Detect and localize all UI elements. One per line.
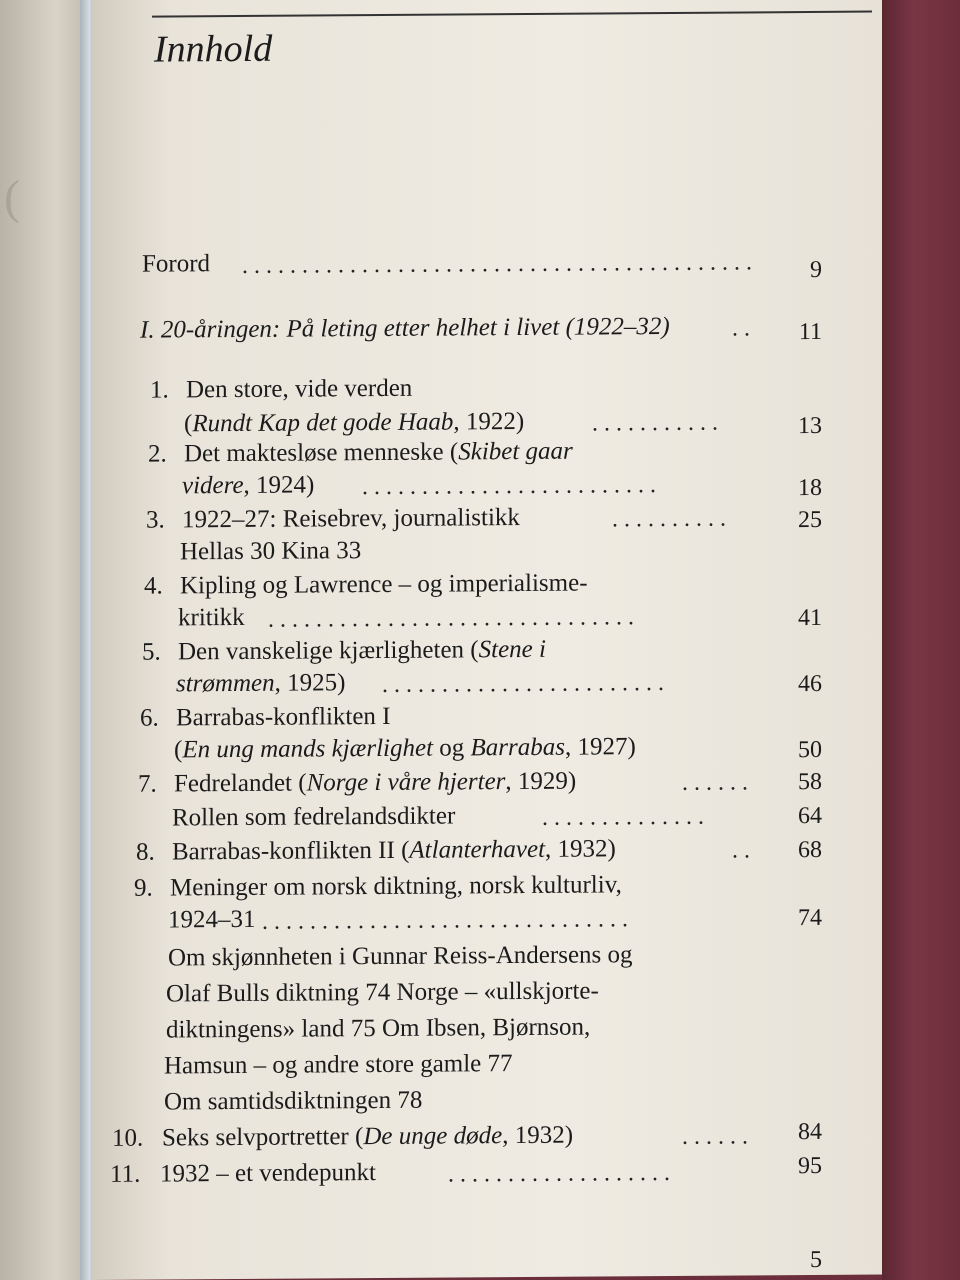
subsection-line: Hamsun – og andre store gamle 77 — [164, 1050, 513, 1080]
chapter-title: Barrabas-konflikten II (Atlanterhavet, 1932) — [172, 835, 616, 866]
leader-dots: ........... — [592, 409, 724, 437]
chapter-title: Meninger om norsk diktning, norsk kulturliv, — [170, 871, 622, 902]
chapter-number: 3. — [146, 506, 165, 534]
chapter-number: 11. — [110, 1160, 141, 1188]
chapter-number: 8. — [136, 838, 155, 866]
leader-dots: ........................................... — [242, 249, 758, 279]
subsection-line: Om skjønnheten i Gunnar Reiss-Andersens og — [168, 941, 633, 972]
leader-dots: .. — [732, 315, 756, 342]
book-page — [92, 0, 882, 1280]
chapter-subtitle: strømmen, 1925) — [176, 669, 346, 698]
leader-dots: ...... — [682, 769, 754, 796]
chapter-subtitle: kritikk — [178, 603, 245, 632]
page-number: 84 — [798, 1118, 822, 1146]
chapter-title: Barrabas-konflikten I — [176, 702, 391, 732]
page-number: 64 — [798, 802, 822, 830]
table-surface — [882, 0, 960, 1280]
page-number: 74 — [798, 904, 822, 932]
leader-dots: .............. — [542, 803, 710, 831]
chapter-subtitle: Hellas 30 Kina 33 — [180, 537, 362, 566]
leader-dots: ........................ — [382, 669, 670, 698]
chapter-number: 5. — [142, 638, 161, 666]
page-number: 58 — [798, 768, 822, 796]
chapter-number: 4. — [144, 572, 163, 600]
leader-dots: .. — [732, 837, 756, 864]
chapter-title: 1932 – et vendepunkt — [160, 1159, 376, 1188]
page-number: 95 — [798, 1152, 822, 1180]
folio-page-number: 5 — [810, 1246, 822, 1273]
table-of-contents — [92, 0, 882, 1280]
chapter-subtitle: (Rundt Kap det gode Haab, 1922) — [184, 407, 525, 438]
leader-dots: ...... — [682, 1123, 754, 1150]
toc-entry-forord: Forord — [142, 250, 211, 278]
chapter-subtitle: (En ung mands kjærlighet og Barrabas, 1927) — [174, 733, 636, 764]
leader-dots: .......... — [612, 505, 732, 533]
leader-dots: ............................... — [268, 604, 640, 633]
chapter-subsection: Rollen som fedrelandsdikter — [172, 802, 456, 832]
chapter-title: Kipling og Lawrence – og imperialisme- — [180, 569, 588, 600]
chapter-title: 1922–27: Reisebrev, journalistikk — [182, 504, 520, 534]
chapter-title: Det maktesløse menneske (Skibet gaar — [184, 437, 573, 468]
chapter-number: 9. — [134, 874, 153, 902]
chapter-number: 2. — [148, 440, 167, 468]
page-number: 50 — [798, 736, 822, 764]
leader-dots: ......................... — [362, 472, 662, 501]
chapter-number: 6. — [140, 704, 159, 732]
chapter-title: Seks selvportretter (De unge døde, 1932) — [162, 1121, 574, 1152]
chapter-title: Fedrelandet (Norge i våre hjerter, 1929) — [174, 767, 577, 798]
chapter-title: Den store, vide verden — [186, 374, 413, 404]
page-number: 68 — [798, 836, 822, 864]
page-number: 25 — [798, 506, 822, 534]
leader-dots: ............................... — [262, 906, 634, 935]
page-number: 9 — [810, 256, 822, 283]
page-number: 11 — [798, 318, 822, 346]
chapter-number: 7. — [138, 770, 157, 798]
toc-part-heading: I. 20-åringen: På leting etter helhet i livet (1922–32) — [140, 312, 670, 344]
leader-dots: ................... — [448, 1159, 676, 1188]
chapter-subtitle: 1924–31 — [168, 905, 256, 934]
page-number: 13 — [798, 412, 822, 440]
page-title: Innhold — [154, 27, 273, 71]
left-page — [0, 0, 80, 1280]
subsection-line: diktningens» land 75 Om Ibsen, Bjørnson, — [166, 1013, 591, 1044]
ghost-mark: ( — [4, 171, 20, 224]
subsection-line: Olaf Bulls diktning 74 Norge – «ullskjorte- — [166, 977, 599, 1008]
chapter-subtitle: videre, 1924) — [182, 471, 315, 500]
page-number: 46 — [798, 670, 822, 698]
subsection-line: Om samtidsdiktningen 78 — [164, 1086, 423, 1116]
chapter-title: Den vanskelige kjærligheten (Stene i — [178, 635, 546, 666]
page-number: 41 — [798, 604, 822, 632]
page-number: 18 — [798, 474, 822, 502]
chapter-number: 10. — [112, 1124, 144, 1152]
chapter-number: 1. — [150, 376, 169, 404]
